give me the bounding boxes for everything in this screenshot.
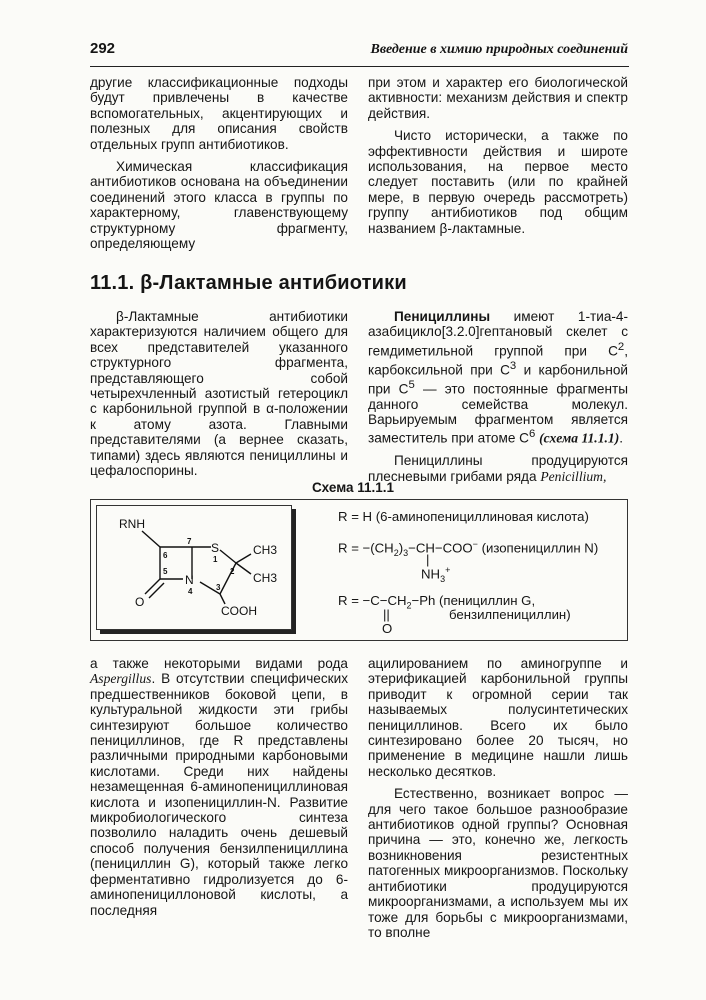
label-ch3-top: CH3 xyxy=(253,543,278,557)
running-title: Введение в химию природных соединений xyxy=(370,42,628,57)
molecule-svg xyxy=(97,506,293,631)
r3-oxygen: O xyxy=(382,621,393,636)
penicillin-structure xyxy=(96,505,292,630)
bond-c5-o-a xyxy=(145,579,160,594)
latin-genus: Aspergillus xyxy=(90,671,152,687)
r3-double-bond: || xyxy=(383,607,390,622)
body-left-column xyxy=(90,309,348,478)
atom-number-2: 2 xyxy=(230,567,235,576)
intro-left-column xyxy=(90,75,348,251)
atom-number-1: 1 xyxy=(213,555,218,564)
paragraph: Пенициллины имеют 1-тиа-4-азабицикло[3.2.0]гептановый скелет с гемдиметильной группой при $C^2$, карбоксильной при $C^3$ и карбонильной при $C^5$ — это постоянные фрагменты данного семейства молекул. Варьируемым фрагментом является заместитель при атоме $C^6$ (схема 11.1.1). xyxy=(368,309,628,446)
atom-number-5: 5 xyxy=(163,567,168,576)
label-rnh: RNH xyxy=(119,517,145,531)
paragraph: Чисто исторически, а также по эффективности действия и широте использования, на первое место следует поставить (или по крайней мере, в первую очередь рассмотреть) группу антибиотиков под общим названием β-лактамные. xyxy=(368,128,628,236)
atom-number-3: 3 xyxy=(216,583,221,592)
label-ch3-bottom: CH3 xyxy=(253,571,278,585)
paragraph: другие классификационные подходы будут привлечены в качестве вспомогательных, акцентирующих и полезных для описания свойств отдельных групп антибиотиков. xyxy=(90,75,348,152)
scheme-reference: (схема 11.1.1) xyxy=(539,430,620,446)
atom-number-7: 7 xyxy=(187,537,192,546)
term-penicillins: Пенициллины xyxy=(394,309,491,324)
body2-left-column xyxy=(90,656,348,918)
bond-s-c2 xyxy=(220,550,236,563)
bond-nh-c6 xyxy=(142,531,160,547)
r-definition-3: $R = -C-CH_2-Ph$ (пенициллин G, xyxy=(338,593,536,611)
paragraph: Естественно, возникает вопрос — для чего такое большое разнообразие антибиотиков одной группы? Основная причина — это, конечно же, легкость возникновения резистентных патогенных микроорганизмов. Поскольку антибиотики продуцируются микроорганизмами, а используем мы их тоже для борьбы с микроорганизмами, то вполне xyxy=(368,786,628,940)
paragraph: β-Лактамные антибиотики характеризуются наличием общего для всех представителей указанного структурного фрагмента, представляющего собой четырехчленный азотистый гетероцикл с карбонильной группой в α-положении к атому азота. Главными представителями (а вернее сказать, типами) здесь являются пенициллины и цефалоспорины. xyxy=(90,309,348,479)
scheme-title: Схема 11.1.1 xyxy=(311,480,395,495)
r-definition-2: $R = -(CH_2)_3-CH-COO^-$ (изопенициллин N) xyxy=(338,539,599,559)
atom-number-4: 4 xyxy=(188,587,193,596)
label-s: S xyxy=(211,541,220,555)
bond-c2-ch3-top xyxy=(236,554,251,563)
paragraph: при этом и характер его биологической активности: механизм действия и спектр действия. xyxy=(368,75,628,121)
r3-name: бензилпенициллин) xyxy=(449,607,571,622)
intro-right-column xyxy=(368,75,628,236)
r-definition-1: R = H (6-аминопенициллиновая кислота) xyxy=(338,509,589,524)
label-o: O xyxy=(135,595,145,609)
body2-right-column xyxy=(368,656,628,940)
label-cooh: COOH xyxy=(221,604,257,618)
label-n: N xyxy=(185,573,194,587)
paragraph: ацилированием по аминогруппе и этерификацией карбонильной группы приводит к огромной серии так называемых полусинтетических пенициллинов. Всего их было синтезировано более 20 тысяч, но применение в медицине нашли лишь несколько десятков. xyxy=(368,656,628,779)
bond-c5-o-b xyxy=(149,583,164,598)
body-right-column xyxy=(368,309,628,484)
paragraph: а также некоторыми видами рода Aspergillus. В отсутствии специфических предшественников боковой цепи, в культуральной жидкости эти грибы синтезируют большое количество пенициллинов, где R представлены различными природными карбоновыми кислотами. Среди них найдены незамещенная 6-аминопенициллиновая кислота и изопенициллин-N. Развитие микробиологического синтеза позволило наладить очень дешевый способ получения бензилпенициллина (пенициллин G), который также легко ферментативно гидролизуется до 6-аминопенициллоновой кислоты, а последняя xyxy=(90,656,348,918)
bond-c3-cooh xyxy=(220,594,225,604)
header-rule xyxy=(90,66,629,67)
r2-nh3: $NH_3^+$ xyxy=(421,565,451,585)
page-number: 292 xyxy=(90,40,116,57)
r2-bond: | xyxy=(426,552,430,567)
bond-c2-ch3-bottom xyxy=(236,563,251,574)
paragraph: Химическая классификация антибиотиков основана на объединении соединений этого класса в группы по характерному, главенствующему структурному фрагменту, определяющему xyxy=(90,159,348,252)
atom-number-6: 6 xyxy=(163,551,168,560)
latin-genus: Penicillium, xyxy=(540,468,607,484)
paragraph: Пенициллины продуцируются плесневыми грибами ряда Penicillium, xyxy=(368,453,628,484)
section-heading: 11.1. β-Лактамные антибиотики xyxy=(90,272,407,294)
